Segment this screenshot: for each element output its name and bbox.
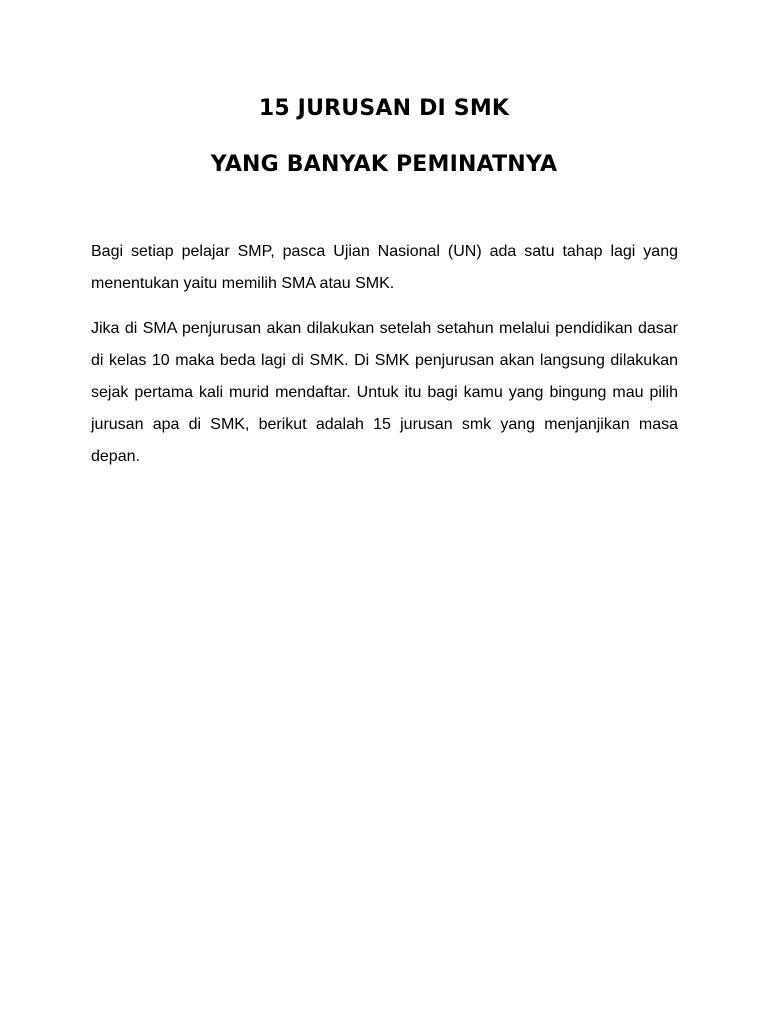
intro-paragraph: Bagi setiap pelajar SMP, pasca Ujian Nasional (UN) ada satu tahap lagi yang menentukan yaitu memilih SMA atau SMK. [91,243,678,292]
page-subtitle: YANG BANYAK PEMINATNYA [210,152,558,177]
body-paragraph: Jika di SMA penjurusan akan dilakukan setelah setahun melalui pendidikan dasar di kelas 10 maka beda lagi di SMK. Di SMK penjurusan akan langsung dilakukan sejak pertama kali murid mendaftar. Untuk itu bagi kamu yang bingung mau pilih jurusan apa di SMK, berikut adalah 15 jurusan smk yang menjanjikan masa depan. [91,320,678,465]
page-title: 15 JURUSAN DI SMK [258,96,510,121]
